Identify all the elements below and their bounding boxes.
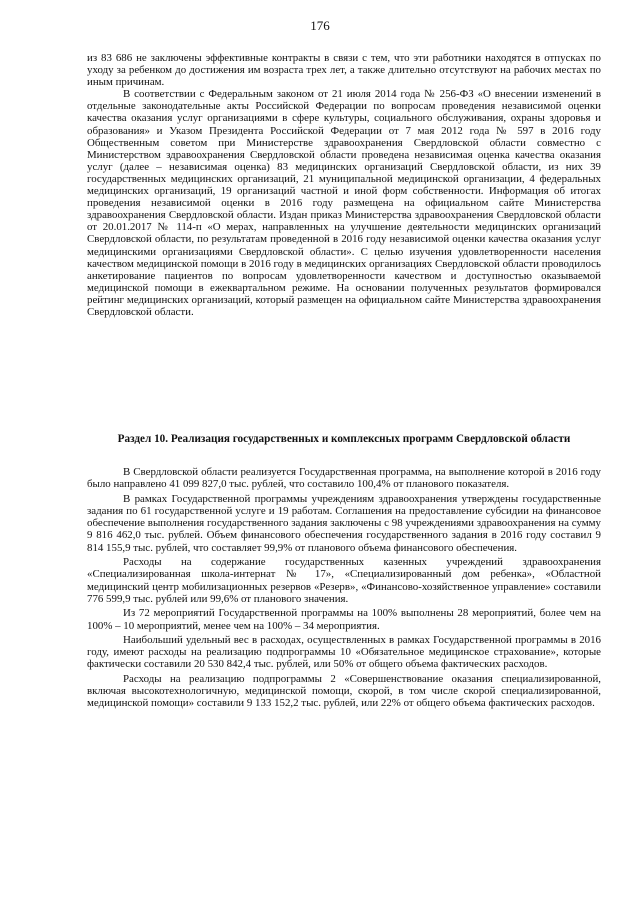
- section-10-heading: Раздел 10. Реализация государственных и комплексных программ Свердловской области: [117, 433, 571, 445]
- paragraph-specialized-care-subprogram: Расходы на реализацию подпрограммы 2 «Совершенствование оказания специализированной, включая высокотехнологичную, медицинской помощи, скорой, в том числе скорой специализированной, медицинской помощи» составили 9 133 152,2 тыс. рублей, или 22% от общего объема фактических расходов.: [87, 672, 601, 710]
- paragraph-contracts: из 83 686 не заключены эффективные контракты в связи с тем, что эти работники находятся в отпусках по уходу за ребенком до достижения им возраста трех лет, а также длительно отсутствуют на рабочих местах по иным причинам.: [87, 52, 601, 89]
- section-1-text: [87, 52, 601, 318]
- paragraph-program-funding: В Свердловской области реализуется Государственная программа, на выполнение которой в 2016 году было направлено 41 099 827,0 тыс. рублей, что составило 100,4% от планового показателя.: [87, 466, 601, 491]
- paragraph-independent-assessment: В соответствии с Федеральным законом от 21 июля 2014 года № 256-ФЗ «О внесении изменений в отдельные законодательные акты Российской Федерации по вопросам проведения независимой оценки качества оказания услуг организациями в сфере культуры, социального обслуживания, охраны здоровья и образования» и Указом Президента Российской Федерации от 7 мая 2012 года № 597 в 2016 году Общественным советом при Министерстве здравоохранения Свердловской области совместно с Министерством здравоохранения Свердловской области проведена независимая оценка качества оказания услуг (далее – независимая оценка) 83 медицинских организаций Свердловской области, из них 39 государственных медицинских организаций, 21 муниципальной медицинской организации, 4 федеральных медицинских организаций, 19 организаций частной и иной форм собственности. Информация об итогах проведения независимой оценки в 2016 году размещена на официальном сайте Министерства здравоохранения Свердловской области. Издан приказ Министерства здравоохранения Свердловской области от 20.01.2017 № 114-п «О мерах, направленных на улучшение деятельности медицинских организаций Свердловской области, по результатам проведенной в 2016 году независимой оценки качества оказания услуг медицинскими организациями Свердловской области». С целью изучения удовлетворенности населения качеством медицинской помощи в 2016 году в медицинских организациях Свердловской области проводилось анкетирование пациентов по вопросам удовлетворенности качеством и доступностью оказываемой медицинской помощи в ежеквартальном режиме. На основании полученных результатов формировался рейтинг медицинских организаций, который размещен на официальном сайте Министерства здравоохранения Свердловской области.: [87, 88, 601, 318]
- paragraph-institution-expenses: Расходы на содержание государственных казенных учреждений здравоохранения «Специализированная школа-интернат № 17», «Специализированный дом ребенка», «Областной медицинский центр мобилизационных резервов «Резерв», «Финансово-хозяйственное управление» составили 776 599,9 тыс. рублей или 99,6% от планового значения.: [87, 556, 601, 605]
- page-number: 176: [310, 18, 330, 33]
- paragraph-state-assignments: В рамках Государственной программы учреждениям здравоохранения утверждены государственные задания по 61 государственной услуге и 19 работам. Соглашения на предоставление субсидии на финансовое обеспечение выполнения государственного задания заключены с 98 учреждениями здравоохранения на сумму 9 816 462,0 тыс. рублей. Объем финансового обеспечения государственного задания в 2016 году составил 9 814 155,9 тыс. рублей, что составляет 99,9% от планового объема финансового обеспечения.: [87, 492, 601, 554]
- section-10-text: [87, 466, 601, 712]
- paragraph-insurance-subprogram: Наибольший удельный вес в расходах, осуществленных в рамках Государственной программы в 2016 году, имеют расходы на реализацию подпрограммы 10 «Обязательное медицинское страхование», которые фактически составили 20 530 842,4 тыс. рублей, или 50% от общего объема фактических расходов.: [87, 633, 601, 671]
- paragraph-activities-completion: Из 72 мероприятий Государственной программы на 100% выполнены 28 мероприятий, более чем на 100% – 10 мероприятий, менее чем на 100% – 34 мероприятия.: [87, 607, 601, 632]
